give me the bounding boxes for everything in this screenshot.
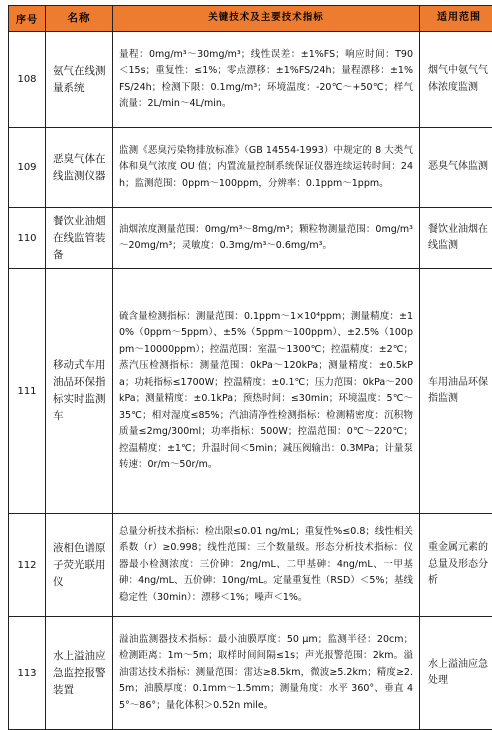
row-scope: 水上溢油应急处理 <box>420 617 492 730</box>
header-name: 名称 <box>46 6 113 32</box>
row-scope: 餐饮业油烟在线监测 <box>420 208 492 269</box>
row-tech: 总量分析技术指标：检出限≤0.01 ng/mL；重复性%≤0.8；线性相关系数（r）≥0.998；线性范围：三个数量级。形态分析技术指标：仪器最小检测浓度：三价砷：2ng/mL、二甲基砷：4ng/mL、一甲基砷：4ng/mL、五价砷：10ng/mL。定量重复性（RSD）＜5%；基线稳定性（30min）：漂移＜1%；噪声＜1%。 <box>113 514 420 617</box>
row-no: 113 <box>9 617 46 730</box>
header-tech: 关键技术及主要技术指标 <box>113 6 420 32</box>
header-no: 序号 <box>9 6 46 32</box>
table-row <box>9 269 492 514</box>
row-scope: 烟气中氨气气体浓度监测 <box>420 32 492 128</box>
row-no: 108 <box>9 32 46 128</box>
row-name: 移动式车用油品环保指标实时监测车 <box>46 269 113 514</box>
header-scope: 适用范围 <box>420 6 492 32</box>
row-no: 109 <box>9 128 46 208</box>
row-scope: 重金属元素的总量及形态分析 <box>420 514 492 617</box>
row-name: 恶臭气体在线监测仪器 <box>46 128 113 208</box>
row-no: 111 <box>9 269 46 514</box>
row-tech: 油烟浓度测量范围：0mg/m³～8mg/m³；颗粒物测量范围：0mg/m³～20mg/m³；灵敏度：0.3mg/m³～0.6mg/m³。 <box>113 208 420 269</box>
row-name: 液相色谱原子荧光联用仪 <box>46 514 113 617</box>
row-scope: 车用油品环保指监测 <box>420 269 492 514</box>
table-row <box>9 32 492 128</box>
table-header-row <box>9 6 492 32</box>
row-tech: 监测《恶臭污染物排放标准》（GB 14554-1993）中规定的 8 大类气体和臭气浓度 OU 值；内置流量控制系统保证仪器连续运转时间：24h；监测范围：0ppm～100ppm，分辨率：0.1ppm～1ppm。 <box>113 128 420 208</box>
row-name: 氨气在线测量系统 <box>46 32 113 128</box>
row-scope: 恶臭气体监测 <box>420 128 492 208</box>
row-tech: 硫含量检测指标：测量范围：0.1ppm～1×10⁴ppm；测量精度：±10%（0ppm～5ppm）、±5%（5ppm～100ppm）、±2.5%（100ppm～10000ppm）；控温范围：室温～1300℃；控温精度：±2℃；蒸汽压检测指标：测量范围：0kPa～120kPa；测量精度：±0.5kPa；功耗指标≤1700W；控温精度：±0.1℃；压力范围：0kPa～200kPa；测量精度：±0.1kPa；预热时间：≤30min；环境温度：5℃～35℃；相对湿度≤85%；汽油清净性检测指标：检测精密度：沉积物质量≤2mg/300ml；功率指标：500W；控温范围：0℃～220℃；控温精度：±1℃；升温时间＜5min；减压阀输出：0.3MPa；计量泵转速：0r/m～50r/m。 <box>113 269 420 514</box>
table-row <box>9 514 492 617</box>
row-no: 112 <box>9 514 46 617</box>
row-tech: 溢油监测器技术指标：最小油膜厚度：50 μm；监测半径：20cm；检测距离：1m～5m；取样时间间隔≤1s；声光报警范围：2km。溢油雷达技术指标：测量范围：雷达≥8.5km，微波≥5.2km；精度≥2.5m；油膜厚度：0.1mm～1.5mm；测量角度：水平 360°、垂直 45°～86°；量化体积＞0.52n mile。 <box>113 617 420 730</box>
technology-table <box>8 5 492 730</box>
row-name: 餐饮业油烟在线监管装备 <box>46 208 113 269</box>
table-row <box>9 128 492 208</box>
row-name: 水上溢油应急监控报警装置 <box>46 617 113 730</box>
table-row <box>9 617 492 730</box>
table-row <box>9 208 492 269</box>
row-no: 110 <box>9 208 46 269</box>
row-tech: 量程：0mg/m³～30mg/m³；线性误差：±1%FS；响应时间：T90 ＜15s；重复性：≤1%；零点漂移：±1%FS/24h；量程漂移：±1%FS/24h；检测下限：0.1mg/m³；环境温度：-20℃～+50℃；样气流量：2L/min～4L/min。 <box>113 32 420 128</box>
